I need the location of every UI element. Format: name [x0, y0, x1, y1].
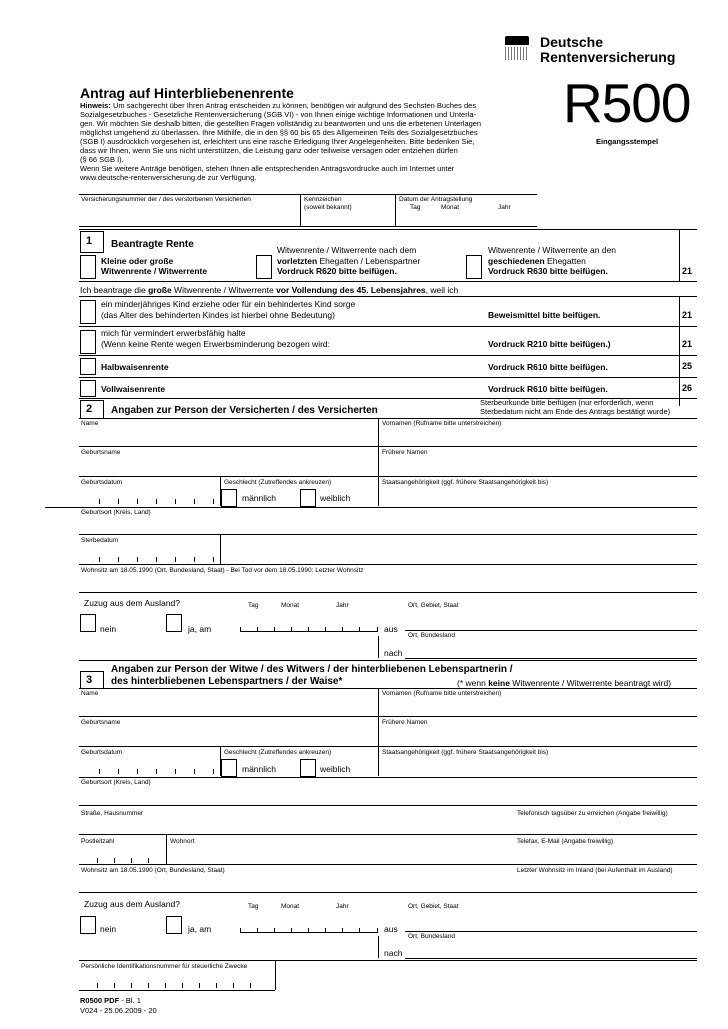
form-code: R500: [563, 72, 691, 134]
s2-geburtsdatum-input[interactable]: [80, 488, 216, 504]
vsnr-label: Versicherungsnummer der / des verstorbenen Versicherten: [81, 196, 251, 203]
s2-nach-input[interactable]: [405, 640, 697, 659]
grosse-mid: Witwenrente / Witwerrente: [171, 285, 277, 295]
hinweis-line: www.deutsche-rentenversicherung.de zur Verfügung.: [80, 173, 257, 182]
hinweis-line: (§ 66 SGB I).: [80, 155, 124, 164]
kind-label-2: (das Alter des behinderten Kindes ist hierbei ohne Bedeutung): [101, 310, 335, 320]
hinweis-line: gen. Wir möchten Sie deshalb bitten, die gestellten Fragen vollständig zu beantworten und uns die erbetenen Unterlagen: [80, 119, 482, 128]
s3-geburtsname-label: Geburtsname: [81, 719, 121, 726]
grosse-label: große: [148, 285, 172, 295]
halbwaisen-checkbox[interactable]: [80, 358, 96, 375]
s2-zuzug-datum-input[interactable]: [240, 616, 378, 632]
s3-nein-label: nein: [100, 924, 117, 934]
section-1-title: Beantragte Rente: [111, 239, 194, 250]
s3-name-input[interactable]: [80, 699, 376, 715]
s3-maennlich-checkbox[interactable]: [221, 759, 237, 777]
datum-tag: Tag: [410, 204, 421, 211]
s2-geschlecht-label: Geschlecht (Zutreffendes ankreuzen): [224, 479, 332, 486]
halbwaisen-label: Halbwaisenrente: [101, 362, 169, 372]
drv-logo-icon: [505, 36, 529, 60]
s3-wohnsitz-input[interactable]: [80, 876, 696, 890]
r610-hint: Vordruck R610 bitte beifügen.: [488, 384, 608, 394]
s3-steuer-label: Persönliche Identifikationsnummer für steuerliche Zwecke: [81, 963, 248, 970]
s3-jahr-label: Jahr: [336, 903, 349, 910]
s2-wohnsitz-label: Wohnsitz am 18.05.1990 (Ort, Bundesland, Staat) - Bei Tod vor dem 18.05.1990: Letzter Wohnsitz: [81, 567, 364, 574]
s3-geschlecht-label: Geschlecht (Zutreffendes ankreuzen): [224, 749, 332, 756]
s3-nach-input[interactable]: [405, 940, 697, 959]
s2-note-2: Sterbedatum nicht am Ende des Antrags bestätigt wurde): [480, 407, 671, 416]
hinweis-line: Wenn Sie weitere Anträge benötigen, stehen Ihnen alle entsprechenden Antragsvordrucke auch im Internet unter: [80, 164, 455, 173]
kennzeichen-note: (soweit bekannt): [304, 204, 352, 211]
grosse-condition: vor Vollendung des 45. Lebensjahres: [276, 285, 426, 295]
hinweis-first: Um sachgerecht über Ihren Antrag entscheiden zu können, benötigen wir aufgrund des Sechsten Buches des: [112, 101, 477, 110]
s3-ort-bl-label: Ort, Bundesland: [408, 933, 455, 940]
vollwaisen-label: Vollwaisenrente: [101, 384, 166, 394]
r630-hint: Vordruck R630 bitte beifügen.: [488, 266, 608, 276]
s3-zuzug-datum-input[interactable]: [240, 917, 378, 933]
s3-plz-input[interactable]: [80, 847, 164, 863]
witwenrente-label: Witwenrente / Witwerrente: [101, 266, 208, 276]
section-3-title-2: des hinterbliebenen Lebenspartners / der Waise*: [111, 676, 343, 687]
s2-maennlich-checkbox[interactable]: [221, 489, 237, 507]
ref-number: 21: [682, 310, 693, 320]
s3-strasse-label: Straße, Hausnummer: [81, 810, 144, 817]
s3-wohnsitz-label: Wohnsitz am 18.05.1990 (Ort, Bundesland, Staat): [81, 867, 225, 874]
s2-geburtsname-label: Geburtsname: [81, 449, 121, 456]
s2-geburtsort-label: Geburtsort (Kreis, Land): [81, 509, 151, 516]
s2-zuzug-nein-checkbox[interactable]: [80, 614, 96, 632]
s3-geburtsdatum-input[interactable]: [80, 758, 216, 774]
s3-weiblich-label: weiblich: [320, 764, 351, 774]
vsnr-input[interactable]: [80, 210, 295, 226]
grosse-post: , weil ich: [425, 285, 459, 295]
s2-maennlich-label: männlich: [242, 493, 277, 503]
s2-ja-am-label: ja, am: [188, 624, 212, 634]
section-2-title: Angaben zur Person der Versicherten / des Versicherten: [111, 405, 378, 416]
s3-plz-label: Postleitzahl: [81, 838, 115, 845]
s3-vornamen-input[interactable]: [380, 699, 696, 715]
s3-nach-label: nach: [384, 948, 403, 958]
s3-geburtsname-input[interactable]: [80, 728, 376, 744]
s3-monat-label: Monat: [281, 903, 300, 910]
datum-label: Datum der Antragstellung: [399, 196, 473, 203]
s3-telefax-label: Telefax, E-Mail (Angabe freiwillig): [517, 838, 614, 845]
geschiedenen-rest: Ehegatten: [544, 256, 586, 266]
s3-geburtsort-input[interactable]: [80, 788, 696, 802]
s3-vornamen-label: Vornamen (Rufname bitte unterstreichen): [382, 690, 502, 697]
s3-ort-gebiet-label: Ort, Gebiet, Staat: [408, 903, 459, 910]
s2-zuzug-label: Zuzug aus dem Ausland?: [84, 598, 180, 608]
erwerb-label-1: mich für vermindert erwerbsfähig halte: [101, 328, 246, 338]
s3-telefon-label: Telefonisch tagsüber zu erreichen (Angabe freiwillig): [517, 810, 668, 817]
hinweis-label: Hinweis:: [80, 101, 111, 110]
s2-staat-label: Staatsangehörigkeit (ggf. frühere Staatsangehörigkeit bis): [382, 479, 549, 486]
footer-blatt: - Bl. 1: [119, 996, 141, 1005]
an-den-label: Witwenrente / Witwerrente an den: [488, 245, 617, 255]
s2-note-1: Sterbeurkunde bitte beifügen (nur erforderlich, wenn: [480, 398, 654, 407]
s2-sterbedatum-label: Sterbedatum: [81, 537, 119, 544]
s3-geburtsort-label: Geburtsort (Kreis, Land): [81, 779, 151, 786]
s2-nach-label: nach: [384, 648, 403, 658]
ref-number: 26: [682, 383, 693, 393]
section-1-number: 1: [80, 231, 104, 253]
s3-name-label: Name: [81, 690, 99, 697]
hinweis-line: (SGB I) ausdrücklich vorgesehen ist, erleichtert uns eine rasche Erledigung Ihrer Angelegenheiten. Bitte bedenken Sie,: [80, 137, 475, 146]
grosse-pre: Ich beantrage die: [80, 285, 149, 295]
s3-note-pre: (* wenn: [457, 678, 489, 688]
s3-geburtsdatum-label: Geburtsdatum: [81, 749, 123, 756]
ref-number: 21: [682, 339, 693, 349]
geschiedenen-label: geschiedenen: [488, 256, 545, 266]
s2-vornamen-label: Vornamen (Rufname bitte unterstreichen): [382, 420, 502, 427]
s2-name-label: Name: [81, 420, 99, 427]
s3-note-keine: keine: [488, 678, 510, 688]
kind-checkbox[interactable]: [80, 300, 96, 324]
s2-staat-input[interactable]: [380, 488, 696, 504]
s3-fruehere-label: Frühere Namen: [382, 719, 428, 726]
s3-steuer-input[interactable]: [80, 972, 273, 988]
section-2-number: 2: [80, 400, 104, 419]
s3-staat-label: Staatsangehörigkeit (ggf. frühere Staatsangehörigkeit bis): [382, 749, 549, 756]
kleine-label: Kleine oder große: [101, 256, 174, 266]
s2-weiblich-label: weiblich: [320, 493, 351, 503]
s2-ort-bl-label: Ort, Bundesland: [408, 632, 455, 639]
s3-ja-am-label: ja, am: [188, 924, 212, 934]
s2-wohnsitz-input[interactable]: [80, 576, 696, 590]
section-3-number: 3: [80, 671, 104, 689]
s3-tag-label: Tag: [248, 903, 259, 910]
stamp-label: Eingangsstempel: [596, 137, 659, 146]
kleine-checkbox[interactable]: [80, 255, 96, 279]
s2-fruehere-label: Frühere Namen: [382, 449, 428, 456]
s2-geburtsname-input[interactable]: [80, 458, 376, 474]
s2-geburtsort-input[interactable]: [80, 518, 696, 532]
s3-wohnort-label: Wohnort: [170, 838, 195, 845]
s2-ort-gebiet-label: Ort, Gebiet, Staat: [408, 602, 459, 609]
s3-aus-input[interactable]: [405, 913, 697, 932]
s3-strasse-input[interactable]: [80, 819, 696, 833]
s2-monat-label: Monat: [281, 602, 300, 609]
s2-sterbedatum-input[interactable]: [80, 546, 216, 562]
s3-zuzug-label: Zuzug aus dem Ausland?: [84, 899, 180, 909]
r620-hint: Vordruck R620 bitte beifügen.: [277, 266, 397, 276]
s3-weiblich-checkbox[interactable]: [300, 759, 316, 777]
brand-line2: Rentenversicherung: [540, 49, 676, 65]
s2-geburtsdatum-label: Geburtsdatum: [81, 479, 123, 486]
s2-name-input[interactable]: [80, 429, 376, 445]
brand-line1: Deutsche: [540, 34, 604, 50]
footer-version: V024 - 25.06.2009 - 20: [80, 1006, 157, 1015]
datum-monat: Monat: [441, 204, 460, 211]
s3-fruehere-input[interactable]: [380, 728, 696, 744]
footer-code: R0500 PDF: [80, 996, 120, 1005]
s3-maennlich-label: männlich: [242, 764, 277, 774]
erwerb-label-2: (Wenn keine Rente wegen Erwerbsminderung bezogen wird:: [101, 339, 330, 349]
kennzeichen-label: Kennzeichen: [304, 196, 342, 203]
ref-number: 21: [682, 266, 693, 276]
vorletzten-checkbox[interactable]: [256, 255, 272, 279]
datum-input[interactable]: [397, 210, 537, 226]
r610-hint: Vordruck R610 bitte beifügen.: [488, 362, 608, 372]
vorletzten-label: vorletzten: [277, 256, 318, 266]
kind-label-1: ein minderjähriges Kind erziehe oder für ein behindertes Kind sorge: [101, 299, 356, 309]
erwerb-checkbox[interactable]: [80, 330, 96, 354]
nach-dem-label: Witwenrente / Witwerrente nach dem: [277, 245, 417, 255]
page-title: Antrag auf Hinterbliebenenrente: [80, 85, 294, 101]
vorletzten-rest: Ehegatten / Lebenspartner: [317, 256, 421, 266]
s3-note-post: Witwenrente / Witwerrente beantragt wird): [509, 678, 672, 688]
s2-zuzug-ja-checkbox[interactable]: [166, 614, 182, 632]
s3-wohnort-input[interactable]: [168, 847, 696, 863]
s2-vornamen-input[interactable]: [380, 429, 696, 445]
s3-zuzug-nein-checkbox[interactable]: [80, 916, 96, 934]
s2-jahr-label: Jahr: [336, 602, 349, 609]
s2-weiblich-checkbox[interactable]: [300, 489, 316, 507]
beweis-hint: Beweismittel bitte beifügen.: [488, 310, 601, 320]
s2-aus-input[interactable]: [405, 612, 697, 631]
hinweis-line: dass wir Ihnen, wenn Sie uns nicht unterstützen, die Leistung ganz oder teilweise versagen oder entziehen dürfen: [80, 146, 458, 155]
s3-letzter-label: Letzter Wohnsitz im Inland (bei Aufenthalt im Ausland): [517, 867, 673, 874]
s3-zuzug-ja-checkbox[interactable]: [166, 916, 182, 934]
r210-hint: Vordruck R210 bitte beifügen.): [488, 339, 611, 349]
ref-number: 25: [682, 361, 693, 371]
vollwaisen-checkbox[interactable]: [80, 380, 96, 397]
s3-aus-label: aus: [384, 924, 398, 934]
s3-staat-input[interactable]: [380, 758, 696, 774]
s2-fruehere-input[interactable]: [380, 458, 696, 474]
hinweis-text: [80, 101, 540, 182]
hinweis-line: Sozialgesetzbuches - Gesetzliche Rentenversicherung (SGB VI) - von Ihnen einige wichtige Informationen und Unterla-: [80, 110, 477, 119]
s2-nein-label: nein: [100, 624, 117, 634]
s2-tag-label: Tag: [248, 602, 259, 609]
kennzeichen-input[interactable]: [302, 210, 392, 226]
datum-jahr: Jahr: [498, 204, 511, 211]
section-3-title-1: Angaben zur Person der Witwe / des Witwers / der hinterbliebenen Lebenspartnerin /: [111, 664, 513, 675]
geschiedenen-checkbox[interactable]: [466, 255, 482, 279]
hinweis-line: möglichst umgehend zu überlassen. Ihre Mithilfe, die in den §§ 60 bis 65 des Allgemeinen Teils des Sozialgesetzbuches: [80, 128, 478, 137]
s2-aus-label: aus: [384, 624, 398, 634]
